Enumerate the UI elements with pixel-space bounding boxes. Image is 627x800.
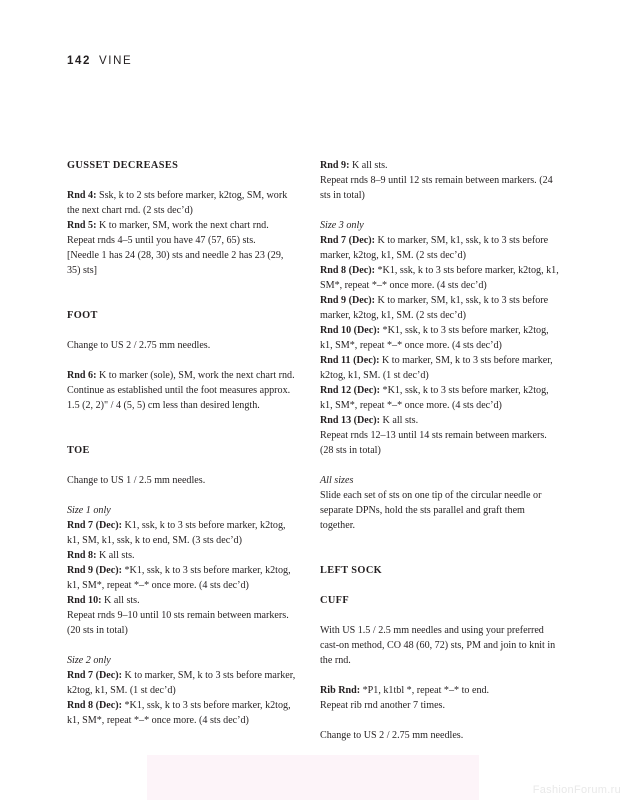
- instruction-s1-rnd9: [67, 563, 297, 593]
- site-watermark: FashionForum.ru: [532, 784, 621, 796]
- s2-repeat-note: Repeat rnds 8–9 until 12 sts remain between markers. (24 sts in total): [320, 175, 553, 201]
- rnd-label: Rnd 7 (Dec):: [320, 235, 375, 246]
- instruction-s3-rnd8: [320, 263, 560, 293]
- rnd-label: Rnd 12 (Dec):: [320, 385, 380, 396]
- rnd-label: Rnd 7 (Dec):: [67, 520, 122, 531]
- foot-continue: Continue as established until the foot measures approx. 1.5 (2, 2)" / 4 (5, 5) cm less than desired length.: [67, 385, 291, 411]
- running-header: [67, 55, 132, 67]
- rnd-label: Rnd 5:: [67, 220, 97, 231]
- needle-note: [Needle 1 has 24 (28, 30) sts and needle 2 has 23 (29, 35) sts]: [67, 250, 284, 276]
- size-1-label: Size 1 only: [67, 505, 111, 516]
- cuff-heading: CUFF: [320, 595, 350, 606]
- instruction-s2-rnd8: [67, 698, 297, 728]
- rnd-text: K to marker (sole), SM, work the next chart rnd.: [96, 370, 295, 381]
- instruction-s1-rnd7: [67, 518, 297, 548]
- rnd-text: K to marker, SM, k to 3 sts before marker, k2tog, k1, SM. (1 st dec’d): [67, 670, 296, 696]
- footer-tint-block: [147, 755, 479, 800]
- rnd-label: Rnd 7 (Dec):: [67, 670, 122, 681]
- rnd-label: Rib Rnd:: [320, 685, 361, 696]
- gusset-heading: GUSSET DECREASES: [67, 160, 179, 171]
- instruction-s2-rnd9: [320, 158, 560, 173]
- section-name: VINE: [99, 55, 133, 67]
- rnd-label: Rnd 10 (Dec):: [320, 325, 380, 336]
- rnd-text: *K1, ssk, k to 3 sts before marker, k2tog, k1, SM*, repeat *–* once more. (4 sts dec’d): [67, 700, 291, 726]
- rnd-text: *K1, ssk, k to 3 sts before marker, k2tog, k1, SM*, repeat *–* once more. (4 sts dec’d): [320, 325, 549, 351]
- rnd-label: Rnd 11 (Dec):: [320, 355, 380, 366]
- rnd-label: Rnd 13 (Dec):: [320, 415, 380, 426]
- instruction-s1-rnd10: [67, 593, 297, 608]
- instruction-s1-rnd8: [67, 548, 297, 563]
- rnd-label: Rnd 8 (Dec):: [67, 700, 122, 711]
- s1-repeat-note: Repeat rnds 9–10 until 10 sts remain between markers. (20 sts in total): [67, 610, 289, 636]
- rnd-text: K all sts.: [349, 160, 388, 171]
- left-column: [67, 158, 297, 728]
- right-column: [320, 158, 560, 743]
- rib-repeat-note: Repeat rib rnd another 7 times.: [320, 700, 446, 711]
- all-sizes-label: All sizes: [320, 475, 354, 486]
- rnd-text: K to marker, SM, k1, ssk, k to 3 sts before marker, k2tog, k1, SM. (2 sts dec’d): [320, 295, 549, 321]
- rnd-label: Rnd 4:: [67, 190, 97, 201]
- cuff-cast-on: With US 1.5 / 2.5 mm needles and using your preferred cast-on method, CO 48 (60, 72) sts, PM and join to knit in the rnd.: [320, 625, 556, 666]
- rnd-text: K all sts.: [101, 595, 140, 606]
- rnd-text: K to marker, SM, k to 3 sts before marker, k2tog, k1, SM. (1 st dec’d): [320, 355, 553, 381]
- rnd-text: *K1, ssk, k to 3 sts before marker, k2tog, k1, SM*, repeat *–* once more. (4 sts dec’d): [67, 565, 291, 591]
- repeat-note: Repeat rnds 4–5 until you have 47 (57, 65) sts.: [67, 235, 256, 246]
- rnd-text: K to marker, SM, k1, ssk, k to 3 sts before marker, k2tog, k1, SM. (2 sts dec’d): [320, 235, 549, 261]
- rnd-text: Ssk, k to 2 sts before marker, k2tog, SM, work the next chart rnd. (2 sts dec’d): [67, 190, 288, 216]
- needle-change-us2: Change to US 2 / 2.75 mm needles.: [320, 730, 464, 741]
- rnd-label: Rnd 9 (Dec):: [67, 565, 122, 576]
- graft-instruction: Slide each set of sts on one tip of the circular needle or separate DPNs, hold the sts parallel and graft them together.: [320, 490, 542, 531]
- instruction-s3-rnd11: [320, 353, 560, 383]
- instruction-rnd4: [67, 188, 297, 218]
- page-number: 142: [67, 55, 91, 67]
- instruction-s3-rnd13: [320, 413, 560, 428]
- rnd-text: K to marker, SM, work the next chart rnd.: [96, 220, 269, 231]
- s3-repeat-note: Repeat rnds 12–13 until 14 sts remain between markers. (28 sts in total): [320, 430, 547, 456]
- instruction-s3-rnd12: [320, 383, 560, 413]
- rnd-label: Rnd 9 (Dec):: [320, 295, 375, 306]
- rnd-text: K all sts.: [96, 550, 135, 561]
- instruction-s3-rnd9: [320, 293, 560, 323]
- rnd-text: *K1, ssk, k to 3 sts before marker, k2tog, k1, SM*, repeat *–* once more. (4 sts dec’d): [320, 385, 549, 411]
- rnd-text: K1, ssk, k to 3 sts before marker, k2tog, k1, SM, k1, ssk, k to end, SM. (3 sts dec’d): [67, 520, 286, 546]
- rnd-label: Rnd 8 (Dec):: [320, 265, 375, 276]
- rnd-text: *P1, k1tbl *, repeat *–* to end.: [360, 685, 490, 696]
- rnd-label: Rnd 9:: [320, 160, 350, 171]
- instruction-rnd6: [67, 368, 297, 383]
- instruction-s3-rnd7: [320, 233, 560, 263]
- rnd-label: Rnd 6:: [67, 370, 97, 381]
- rnd-text: *K1, ssk, k to 3 sts before marker, k2tog, k1, SM*, repeat *–* once more. (4 sts dec’d): [320, 265, 559, 291]
- toe-heading: TOE: [67, 445, 90, 456]
- size-2-label: Size 2 only: [67, 655, 111, 666]
- instruction-rib-rnd: [320, 683, 560, 698]
- rnd-label: Rnd 8:: [67, 550, 97, 561]
- toe-needle-change: Change to US 1 / 2.5 mm needles.: [67, 475, 206, 486]
- rnd-text: K all sts.: [380, 415, 419, 426]
- instruction-rnd5: [67, 218, 297, 233]
- size-3-label: Size 3 only: [320, 220, 364, 231]
- left-sock-heading: LEFT SOCK: [320, 565, 383, 576]
- instruction-s3-rnd10: [320, 323, 560, 353]
- rnd-label: Rnd 10:: [67, 595, 102, 606]
- foot-heading: FOOT: [67, 310, 98, 321]
- instruction-s2-rnd7: [67, 668, 297, 698]
- foot-needle-change: Change to US 2 / 2.75 mm needles.: [67, 340, 211, 351]
